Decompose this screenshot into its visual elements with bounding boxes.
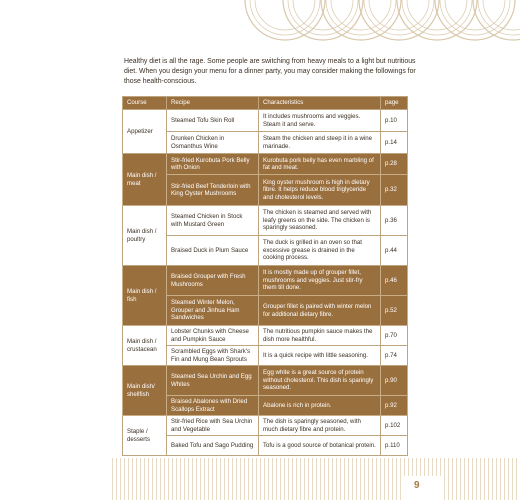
scallop-ornament: [0, 0, 520, 45]
scallop-arc: [293, 0, 353, 30]
page-cell: p.102: [381, 416, 408, 436]
characteristics-cell: Tofu is a good source of botanical protein.: [259, 436, 381, 456]
scallop-arc: [245, 0, 325, 40]
recipe-cell: Drunken Chicken in Osmanthus Wine: [167, 132, 259, 154]
course-cell: Appetizer: [123, 110, 167, 154]
page-cell: p.46: [381, 266, 408, 296]
characteristics-cell: It includes mushrooms and veggies. Steam it and serve.: [259, 110, 381, 132]
table-row: [123, 154, 408, 175]
table-row: [123, 326, 408, 346]
header-course: Course: [123, 97, 167, 110]
scallop-arc: [283, 0, 363, 40]
page-cell: p.70: [381, 326, 408, 346]
recipe-cell: Stir-fried Rice with Sea Urchin and Vegetable: [167, 416, 259, 436]
scallop-arc: [255, 0, 315, 30]
page-cell: p.14: [381, 132, 408, 154]
course-cell: Main dish / crustacean: [123, 326, 167, 366]
recipe-cell: Steamed Winter Melon, Grouper and Jinhua Ham Sandwiches: [167, 296, 259, 326]
scallop-arc: [369, 0, 429, 30]
recipe-cell: Braised Grouper with Fresh Mushrooms: [167, 266, 259, 296]
characteristics-cell: It is mostly made up of grouper fillet, mushrooms and veggies. Just stir-fry them till done.: [259, 266, 381, 296]
scallop-arc: [397, 0, 477, 40]
recipe-cell: Stir-fried Kurobuta Pork Belly with Onion: [167, 154, 259, 175]
scallop-arc: [435, 0, 515, 40]
course-cell: Main dish / meat: [123, 154, 167, 206]
characteristics-cell: Egg white is a great source of protein without cholesterol. This dish is sparingly seasoned.: [259, 366, 381, 396]
characteristics-cell: Steam the chicken and steep it in a wine marinade.: [259, 132, 381, 154]
recipe-cell: Braised Abalones with Dried Scallops Extract: [167, 396, 259, 416]
table-row: [123, 266, 408, 296]
scallop-arc: [331, 0, 391, 30]
characteristics-cell: Kurobuta pork belly has even marbling of fat and meat.: [259, 154, 381, 175]
recipe-cell: Steamed Chicken in Stock with Mustard Green: [167, 206, 259, 236]
footer-stripe-pattern: [112, 458, 520, 500]
page-cell: p.10: [381, 110, 408, 132]
characteristics-cell: It is a quick recipe with little seasoning.: [259, 346, 381, 366]
page-number: 9: [414, 480, 420, 491]
course-cell: Staple / desserts: [123, 416, 167, 456]
characteristics-cell: King oyster mushroom is high in dietary fibre. It helps reduce blood triglyceride and cholesterol levels.: [259, 175, 381, 206]
header-recipe: Recipe: [167, 97, 259, 110]
page-cell: p.28: [381, 154, 408, 175]
page-cell: p.110: [381, 436, 408, 456]
course-cell: Main dish/ shellfish: [123, 366, 167, 416]
page-cell: p.32: [381, 175, 408, 206]
recipe-cell: Lobster Chunks with Cheese and Pumpkin Sauce: [167, 326, 259, 346]
page-cell: p.52: [381, 296, 408, 326]
course-cell: Main dish / poultry: [123, 206, 167, 266]
table-row: [123, 206, 408, 236]
page-cell: p.36: [381, 206, 408, 236]
table-row: [123, 416, 408, 436]
recipe-cell: Braised Duck in Plum Sauce: [167, 236, 259, 266]
recipe-cell: Baked Tofu and Sago Pudding: [167, 436, 259, 456]
header-characteristics: Characteristics: [259, 97, 381, 110]
characteristics-cell: The dish is sparingly seasoned, with much dietary fibre and protein.: [259, 416, 381, 436]
page-cell: p.90: [381, 366, 408, 396]
recipe-cell: Stir-fried Beef Tenderloin with King Oyster Mushrooms: [167, 175, 259, 206]
intro-paragraph: Healthy diet is all the rage. Some people are switching from heavy meals to a light but nutritious diet. When you design your menu for a dinner party, you may consider making the followings for those health-conscious.: [124, 58, 416, 86]
recipe-table: [122, 96, 408, 456]
table-body: [123, 110, 408, 456]
characteristics-cell: The nutritious pumpkin sauce makes the dish more healthful.: [259, 326, 381, 346]
recipe-cell: Steamed Tofu Skin Roll: [167, 110, 259, 132]
recipe-cell: Scrambled Eggs with Shark's Fin and Mung Bean Sprouts: [167, 346, 259, 366]
table-header-row: [123, 97, 408, 110]
header-page: page: [381, 97, 408, 110]
table-row: [123, 366, 408, 396]
scallop-arc: [359, 0, 439, 40]
scallop-arc: [445, 0, 505, 30]
table-row: [123, 110, 408, 132]
characteristics-cell: The duck is grilled in an oven so that excessive grease is drained in the cooking process.: [259, 236, 381, 266]
page-cell: p.44: [381, 236, 408, 266]
page-number-box: [401, 476, 441, 500]
characteristics-cell: The chicken is steamed and served with leafy greens on the side. The chicken is sparingly seasoned.: [259, 206, 381, 236]
characteristics-cell: Abalone is rich in protein.: [259, 396, 381, 416]
page-cell: p.92: [381, 396, 408, 416]
scallop-arc: [407, 0, 467, 30]
course-cell: Main dish / fish: [123, 266, 167, 326]
scallop-arc: [321, 0, 401, 40]
characteristics-cell: Grouper fillet is paired with winter melon for additional dietary fibre.: [259, 296, 381, 326]
page-cell: p.74: [381, 346, 408, 366]
recipe-cell: Steamed Sea Urchin and Egg Whites: [167, 366, 259, 396]
